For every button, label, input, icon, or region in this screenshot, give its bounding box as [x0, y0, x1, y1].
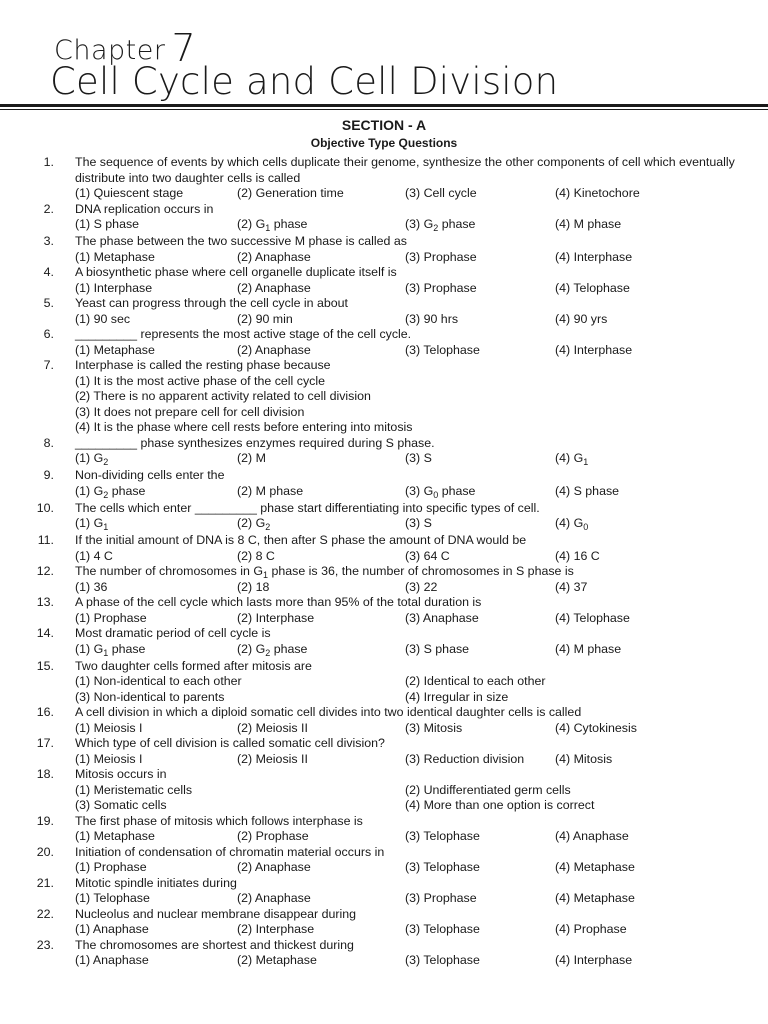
question-number: 20. [36, 844, 54, 859]
answer-option: (3) Prophase [405, 249, 477, 264]
answer-option: (1) Meiosis I [75, 720, 143, 735]
question-item [0, 533, 768, 564]
option-row [0, 420, 768, 436]
option-row [0, 721, 768, 737]
question-number: 16. [36, 705, 54, 719]
answer-option: (1) Prophase [75, 610, 147, 625]
answer-option: (2) Anaphase [237, 280, 311, 295]
answer-option: (4) Metaphase [555, 860, 635, 874]
answer-option: (2) M [237, 451, 266, 465]
answer-option: (3) Telophase [405, 953, 480, 967]
answer-option: (3) Mitosis [405, 720, 463, 735]
question-item [0, 659, 768, 706]
answer-option: (1) Metaphase [75, 829, 155, 843]
chapter-number: 7 [171, 26, 196, 70]
answer-option: (2) Anaphase [237, 342, 311, 357]
answer-option: (3) Anaphase [405, 610, 479, 625]
question-item [0, 814, 768, 845]
chapter-title: Cell Cycle and Cell Division [50, 60, 559, 103]
question-number: 22. [36, 906, 54, 921]
question-number: 17. [36, 736, 54, 750]
question-text: Interphase is called the resting phase because [75, 358, 331, 372]
question-list [0, 155, 768, 969]
answer-option: (4) Kinetochore [555, 186, 640, 200]
answer-option: (3) Prophase [405, 280, 477, 295]
question-item [0, 876, 768, 907]
answer-option: (4) 90 yrs [555, 311, 608, 326]
question-number: 14. [36, 626, 54, 640]
answer-option: (4) $G_0$ [555, 516, 589, 532]
question-text: Nucleolus and nuclear membrane disappear during [75, 906, 357, 921]
option-row [0, 484, 768, 501]
answer-option: (3) 90 hrs [405, 311, 459, 326]
answer-option: (4) M phase [555, 217, 622, 231]
answer-option: (1) $G_2$ phase [75, 483, 146, 500]
question-item [0, 327, 768, 358]
answer-option: (2) Anaphase [237, 249, 311, 264]
option-row [0, 860, 768, 876]
answer-option: (2) 18 [237, 579, 270, 594]
answer-option: (2) $G_2$ phase [237, 641, 308, 658]
answer-option: (2) There is no apparent activity related to cell division [75, 389, 371, 403]
option-row [0, 374, 768, 390]
answer-option: (3) 22 [405, 579, 438, 594]
chapter-label: Chapter [54, 35, 166, 66]
question-number: 21. [36, 875, 54, 890]
header-rule-thin [0, 109, 768, 110]
option-row [0, 829, 768, 845]
header-rule-thick [0, 104, 768, 107]
question-text: Mitotic spindle initiates during [75, 875, 237, 890]
question-text: The phase between the two successive M phase is called as [75, 234, 407, 248]
question-number: 3. [43, 234, 54, 248]
answer-option: (3) Telophase [405, 342, 480, 357]
answer-option: (4) $G_1$ [555, 451, 589, 467]
question-text: The sequence of events by which cells duplicate their genome, synthesize the other components of cell which eventually distribute into two daughter cells is called [75, 155, 735, 185]
option-row [0, 798, 768, 814]
question-item [0, 626, 768, 659]
question-number: 11. [37, 533, 54, 547]
answer-option: (4) Telophase [555, 280, 630, 295]
question-item [0, 938, 768, 969]
question-number: 15. [36, 658, 54, 673]
answer-option: (1) Quiescent stage [75, 186, 184, 200]
answer-option: (3) Non-identical to parents [75, 689, 225, 704]
answer-option: (4) Cytokinesis [555, 720, 637, 735]
question-number: 8. [43, 435, 54, 450]
answer-option: (2) Anaphase [237, 891, 311, 905]
option-row [0, 674, 768, 690]
answer-option: (3) Telophase [405, 922, 480, 936]
answer-option: (1) Meristematic cells [75, 782, 193, 797]
answer-option: (3) Telophase [405, 860, 480, 874]
answer-option: (1) $G_1$ [75, 516, 109, 532]
answer-option: (3) S phase [405, 641, 470, 656]
answer-option: (4) S phase [555, 483, 620, 498]
answer-option: (2) 90 min [237, 311, 293, 326]
question-item [0, 265, 768, 296]
option-row [0, 953, 768, 969]
answer-option: (4) Interphase [555, 249, 633, 264]
answer-option: (4) 16 C [555, 548, 600, 563]
question-text: The number of chromosomes in $G_1$ phase is 36, the number of chromosomes in S phase is [75, 564, 574, 580]
answer-option: (1) Metaphase [75, 249, 155, 264]
answer-option: (1) Interphase [75, 280, 153, 295]
answer-option: (1) 4 C [75, 548, 113, 563]
question-number: 6. [43, 327, 54, 341]
answer-option: (4) Interphase [555, 342, 633, 357]
question-number: 18. [36, 767, 54, 781]
question-item [0, 436, 768, 469]
question-text: Non-dividing cells enter the [75, 468, 225, 482]
question-text: Most dramatic period of cell cycle is [75, 626, 271, 640]
answer-option: (3) Prophase [405, 891, 477, 905]
question-number: 12. [36, 564, 54, 578]
answer-option: (4) Prophase [555, 922, 627, 936]
option-row [0, 922, 768, 938]
answer-option: (4) M phase [555, 641, 622, 656]
question-item [0, 296, 768, 327]
question-text: The first phase of mitosis which follows interphase is [75, 813, 363, 828]
answer-option: (3) S [405, 516, 432, 530]
answer-option: (1) $G_2$ [75, 451, 109, 467]
option-row [0, 250, 768, 266]
question-text: _________ phase synthesizes enzymes required during S phase. [75, 435, 435, 450]
answer-option: (1) Metaphase [75, 342, 155, 357]
answer-option: (4) Metaphase [555, 891, 635, 905]
question-text: Two daughter cells formed after mitosis are [75, 658, 312, 673]
answer-option: (3) S [405, 451, 432, 465]
question-number: 4. [43, 265, 54, 279]
question-text: DNA replication occurs in [75, 201, 214, 216]
answer-option: (4) 37 [555, 579, 588, 594]
answer-option: (1) Prophase [75, 860, 147, 874]
question-item [0, 468, 768, 501]
answer-option: (3) Somatic cells [75, 798, 167, 812]
option-row [0, 186, 768, 202]
answer-option: (2) Prophase [237, 829, 309, 843]
answer-option: (2) Interphase [237, 610, 315, 625]
option-row [0, 690, 768, 706]
answer-option: (2) M phase [237, 483, 304, 498]
question-number: 2. [43, 201, 54, 216]
option-row [0, 405, 768, 421]
answer-option: (4) Interphase [555, 953, 633, 967]
answer-option: (2) Meiosis II [237, 751, 308, 766]
question-text: A cell division in which a diploid somatic cell divides into two identical daughter cells is called [75, 705, 582, 719]
answer-option: (2) Undifferentiated germ cells [405, 782, 571, 797]
question-item [0, 202, 768, 235]
question-text: Yeast can progress through the cell cycle in about [75, 296, 348, 310]
answer-option: (4) It is the phase where cell rests before entering into mitosis [75, 420, 413, 434]
answer-option: (1) Anaphase [75, 953, 149, 967]
answer-option: (1) $G_1$ phase [75, 641, 146, 658]
question-item [0, 907, 768, 938]
question-item [0, 564, 768, 595]
answer-option: (4) Irregular in size [405, 689, 509, 704]
answer-option: (4) Anaphase [555, 829, 629, 843]
question-number: 13. [36, 595, 54, 609]
answer-option: (4) More than one option is correct [405, 798, 595, 812]
question-text: A phase of the cell cycle which lasts more than 95% of the total duration is [75, 595, 482, 609]
option-row [0, 343, 768, 359]
subsection-heading: Objective Type Questions [310, 136, 458, 150]
answer-option: (3) $G_0$ phase [405, 483, 476, 500]
option-row [0, 389, 768, 405]
question-number: 9. [43, 468, 54, 482]
option-row [0, 783, 768, 799]
answer-option: (3) It does not prepare cell for cell division [75, 404, 305, 419]
answer-option: (1) S phase [75, 217, 140, 231]
option-row [0, 312, 768, 328]
question-number: 7. [43, 358, 54, 372]
question-text: The cells which enter _________ phase start differentiating into specific types of cell. [75, 500, 540, 515]
answer-option: (2) Metaphase [237, 953, 317, 967]
answer-option: (2) 8 C [237, 548, 275, 563]
answer-option: (2) $G_1$ phase [237, 217, 308, 233]
answer-option: (1) Meiosis I [75, 751, 143, 766]
answer-option: (3) Reduction division [405, 751, 525, 766]
answer-option: (2) Generation time [237, 186, 344, 200]
answer-option: (2) Interphase [237, 922, 315, 936]
question-text: Initiation of condensation of chromatin material occurs in [75, 844, 385, 859]
answer-option: (4) Telophase [555, 610, 630, 625]
answer-option: (3) 64 C [405, 548, 450, 563]
question-number: 5. [43, 296, 54, 310]
question-number: 1. [43, 155, 54, 169]
answer-option: (2) $G_2$ [237, 516, 271, 532]
question-text: A biosynthetic phase where cell organelle duplicate itself is [75, 265, 397, 279]
question-item [0, 595, 768, 626]
answer-option: (1) 90 sec [75, 311, 131, 326]
option-row [0, 611, 768, 627]
question-item [0, 736, 768, 767]
question-item [0, 155, 768, 202]
option-row [0, 451, 768, 468]
option-row [0, 217, 768, 234]
question-text: Which type of cell division is called somatic cell division? [75, 736, 385, 750]
answer-option: (1) Anaphase [75, 922, 149, 936]
option-row [0, 752, 768, 768]
answer-option: (3) Telophase [405, 829, 480, 843]
question-item [0, 501, 768, 534]
option-row [0, 891, 768, 907]
option-row [0, 516, 768, 533]
question-number: 23. [36, 937, 54, 952]
answer-option: (3) Cell cycle [405, 186, 477, 200]
answer-option: (1) Non-identical to each other [75, 674, 242, 688]
answer-option: (2) Meiosis II [237, 720, 308, 735]
question-item [0, 358, 768, 436]
question-text: Mitosis occurs in [75, 767, 167, 781]
question-text: _________ represents the most active stage of the cell cycle. [75, 327, 412, 341]
answer-option: (2) Identical to each other [405, 674, 546, 688]
answer-option: (1) Telophase [75, 891, 150, 905]
option-row [0, 281, 768, 297]
answer-option: (4) Mitosis [555, 751, 613, 766]
answer-option: (2) Anaphase [237, 860, 311, 874]
question-text: If the initial amount of DNA is 8 C, then after S phase the amount of DNA would be [75, 533, 527, 547]
answer-option: (3) $G_2$ phase [405, 217, 476, 233]
option-row [0, 642, 768, 659]
question-item [0, 705, 768, 736]
question-text: The chromosomes are shortest and thickest during [75, 937, 354, 952]
option-row [0, 580, 768, 596]
question-item [0, 767, 768, 814]
answer-option: (1) It is the most active phase of the cell cycle [75, 373, 325, 388]
section-heading: SECTION - A [341, 117, 427, 133]
option-row [0, 549, 768, 565]
question-number: 19. [36, 813, 54, 828]
question-number: 10. [36, 500, 54, 515]
question-item [0, 845, 768, 876]
answer-option: (1) 36 [75, 579, 108, 594]
question-item [0, 234, 768, 265]
